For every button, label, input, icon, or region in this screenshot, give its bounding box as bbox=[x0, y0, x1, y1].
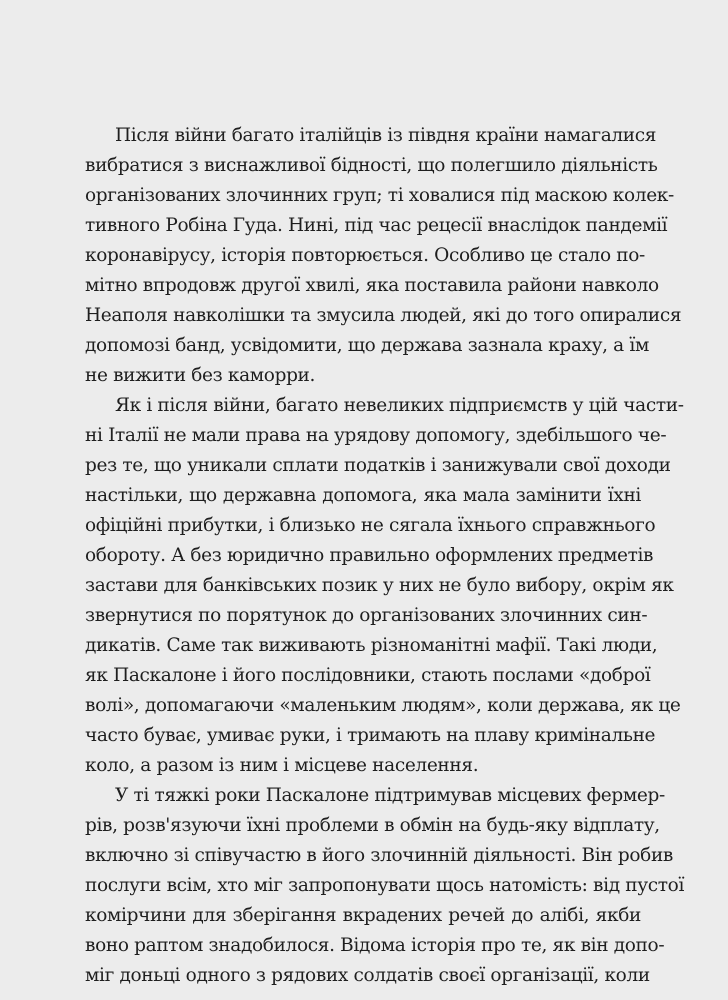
text-line: Після війни багато італійців із півдня країни намагалися bbox=[115, 125, 657, 146]
text-line: звернутися по порятунок до організованих злочинних син- bbox=[85, 605, 648, 626]
text-line: рез те, що уникали сплати податків і занижували свої доходи bbox=[85, 455, 671, 476]
text-line: тивного Робіна Гуда. Нині, під час рецесії внаслідок пандемії bbox=[85, 215, 668, 236]
text-line: офіційні прибутки, і близько не сягала їхнього справжнього bbox=[85, 515, 656, 536]
text-line: обороту. А без юридично правильно оформлених предметів bbox=[85, 545, 654, 566]
text-line: застави для банківських позик у них не було вибору, окрім як bbox=[85, 575, 674, 596]
text-line: послуги всім, хто міг запропонувати щось натомість: від пустої bbox=[85, 875, 685, 896]
text-line: дикатів. Саме так виживають різноманітні мафії. Такі люди, bbox=[85, 635, 658, 656]
text-line: допомозі банд, усвідомити, що держава зазнала краху, а їм bbox=[85, 335, 650, 356]
text-line: У ті тяжкі роки Паскалоне підтримував місцевих фермер- bbox=[115, 785, 665, 806]
text-line: рів, розв'язуючи їхні проблеми в обмін на будь-яку відплату, bbox=[85, 815, 660, 836]
text-line: Неаполя навколішки та змусила людей, які до того опиралися bbox=[85, 305, 682, 326]
text-line: організованих злочинних груп; ті ховалися під маскою колек- bbox=[85, 185, 674, 206]
text-line: ні Італії не мали права на урядову допомогу, здебільшого че- bbox=[85, 425, 667, 446]
text-line: часто буває, умиває руки, і тримають на плаву кримінальне bbox=[85, 725, 656, 746]
text-line: Як і після війни, багато невеликих підприємств у цій части- bbox=[115, 395, 684, 416]
text-line: воно раптом знадобилося. Відома історія про те, як він допо- bbox=[85, 935, 665, 956]
text-line: як Паскалоне і його послідовники, стають послами «доброї bbox=[85, 665, 651, 686]
text-line: вибратися з виснажливої бідності, що полегшило діяльність bbox=[85, 155, 658, 176]
text-line: комірчини для зберігання вкрадених речей до алібі, якби bbox=[85, 905, 641, 926]
text-line: міг доньці одного з рядових солдатів своєї організації, коли bbox=[85, 965, 650, 986]
text-line: волі», допомагаючи «маленьким людям», коли держава, як це bbox=[85, 695, 681, 716]
text-line: коронавірусу, історія повторюється. Особливо це стало по- bbox=[85, 245, 645, 266]
text-line: включно зі співучастю в його злочинній діяльності. Він робив bbox=[85, 845, 673, 866]
text-line: мітно впродовж другої хвилі, яка поставила райони навколо bbox=[85, 275, 659, 296]
text-line: коло, а разом із ним і місцеве населення. bbox=[85, 755, 479, 776]
text-line: не вижити без каморри. bbox=[85, 365, 316, 386]
text-line: настільки, що державна допомога, яка мала замінити їхні bbox=[85, 485, 641, 506]
